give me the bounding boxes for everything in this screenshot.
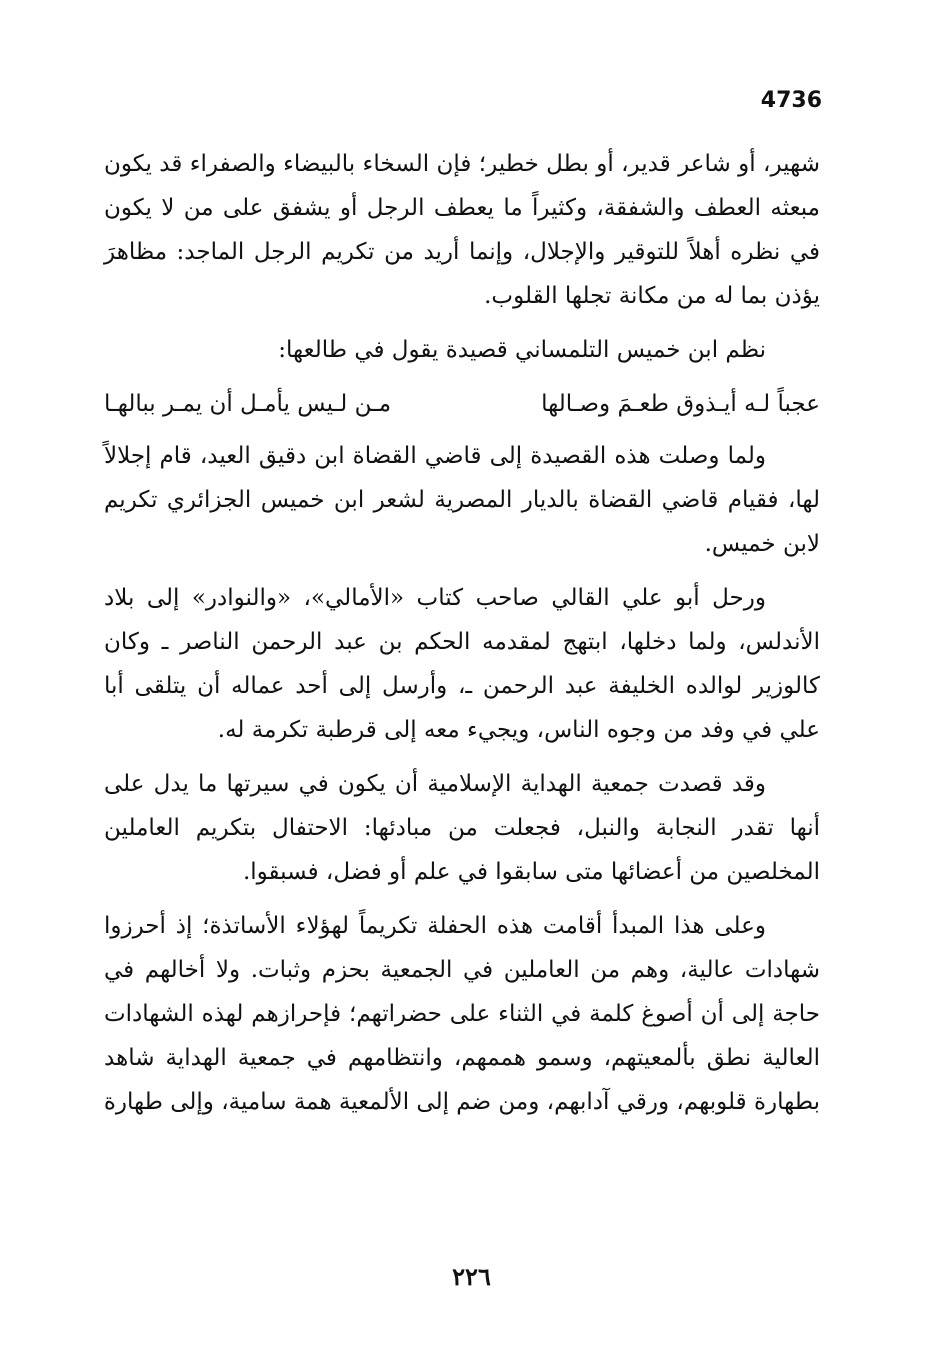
text-line: شهادات عالية، وهم من العاملين في الجمعية بحزم وثبات. ولا أخالهم في <box>104 957 820 983</box>
text-line: المخلصين من أعضائها متى سابقوا في علم أو فضل، فسبقوا. <box>242 859 820 885</box>
page-number: ٢٢٦ <box>452 1262 491 1291</box>
paragraph-2 <box>104 328 820 372</box>
page-body <box>104 142 820 1134</box>
text-line: وعلى هذا المبدأ أقامت هذه الحفلة تكريماً لهؤلاء الأساتذة؛ إذ أحرزوا <box>104 913 766 939</box>
text-line: بطهارة قلوبهم، ورقي آدابهم، ومن ضم إلى الألمعية همة سامية، وإلى طهارة <box>103 1089 820 1115</box>
text-line: أنها تقدر النجابة والنبل، فجعلت من مبادئها: الاحتفال بتكريم العاملين <box>104 815 820 841</box>
text-line: يؤذن بما له من مكانة تجلها القلوب. <box>484 283 820 309</box>
text-line: لابن خميس. <box>704 531 820 557</box>
paragraph-6 <box>104 904 820 1124</box>
text-line: علي في وفد من وجوه الناس، ويجيء معه إلى قرطبة تكرمة له. <box>217 717 820 743</box>
paragraph-1 <box>104 142 820 318</box>
text-line: العالية نطق بألمعيتهم، وسمو هممهم، وانتظامهم في جمعية الهداية شاهد <box>104 1045 820 1071</box>
text-line: في نظره أهلاً للتوقير والإجلال، وإنما أريد من تكريم الرجل الماجد: مظاهرَ <box>104 239 820 265</box>
text-line: شهير، أو شاعر قدير، أو بطل خطير؛ فإن السخاء بالبيضاء والصفراء قد يكون <box>104 151 820 177</box>
text-line: وقد قصدت جمعية الهداية الإسلامية أن يكون في سيرتها ما يدل على <box>104 771 766 797</box>
text-line: الأندلس، ولما دخلها، ابتهج لمقدمه الحكم بن عبد الرحمن الناصر ـ وكان <box>104 629 820 655</box>
paragraph-4 <box>104 576 820 752</box>
paragraph-5 <box>104 762 820 894</box>
text-line: كالوزير لوالده الخليفة عبد الرحمن ـ، وأرسل إلى أحد عماله أن يتلقى أبا <box>104 673 820 699</box>
text-line: نظم ابن خميس التلمساني قصيدة يقول في طالعها: <box>278 337 766 363</box>
verse-first-hemistich: عجباً لـه أيـذوق طعـمَ وصـالها <box>541 391 820 417</box>
text-line: ولما وصلت هذه القصيدة إلى قاضي القضاة ابن دقيق العيد، قام إجلالاً <box>104 443 766 469</box>
text-line: لها، فقيام قاضي القضاة بالديار المصرية لشعر ابن خميس الجزائري تكريم <box>104 487 820 513</box>
text-line: مبعثه العطف والشفقة، وكثيراً ما يعطف الرجل أو يشفق على من لا يكون <box>104 195 820 221</box>
verse-second-hemistich: مـن لـيس يأمـل أن يمـر ببالهـا <box>104 391 392 417</box>
text-line: حاجة إلى أن أصوغ كلمة في الثناء على حضراتهم؛ فإحرازهم لهذه الشهادات <box>104 1001 820 1027</box>
poem-verse <box>104 382 820 426</box>
text-line: ورحل أبو علي القالي صاحب كتاب «الأمالي»، «والنوادر» إلى بلاد <box>104 585 766 611</box>
paragraph-3 <box>104 434 820 566</box>
page-id-number: 4736 <box>760 88 822 113</box>
